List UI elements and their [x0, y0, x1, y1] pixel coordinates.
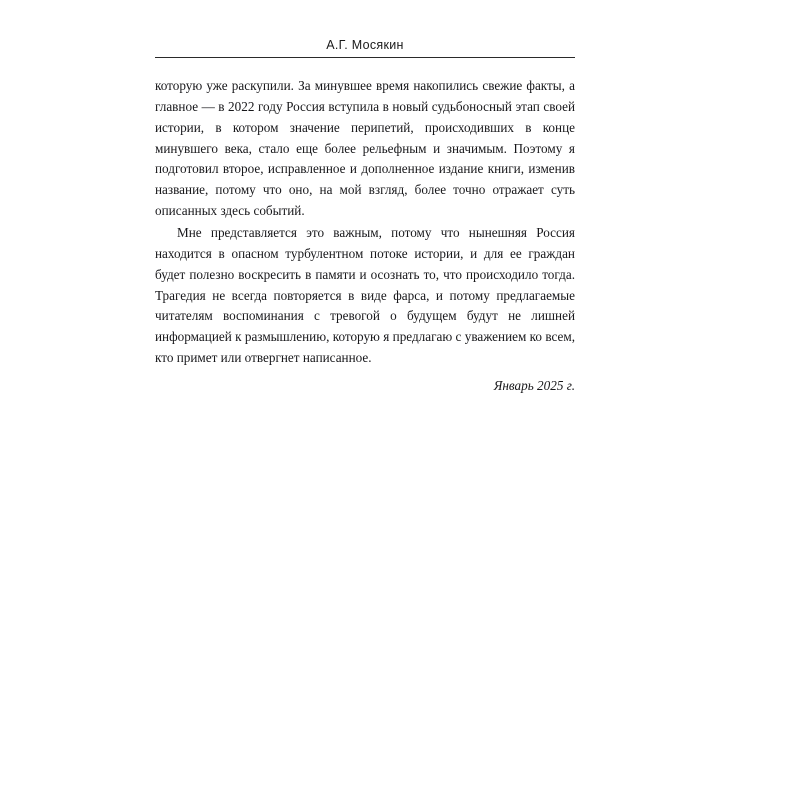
running-head-author: А.Г. Мосякин	[326, 38, 404, 52]
date-signature: Январь 2025 г.	[493, 378, 575, 394]
body-text-block	[155, 76, 575, 369]
paragraph-1: которую уже раскупили. За минувшее время накопились свежие факты, а главное — в 2022 году Россия вступила в новый судьбоносный этап своей истории, в котором значение перипетий, происходивших в конце минувшего века, стало еще более рельефным и значимым. Поэтому я подготовил второе, исправленное и дополненное издание книги, изменив название, потому что оно, на мой взгляд, более точно отражает суть описанных здесь событий.	[155, 78, 575, 219]
page-content-area	[155, 38, 575, 394]
header-divider	[155, 57, 575, 58]
paragraph-2: Мне представляется это важным, потому что нынешняя Россия находится в опасном турбулентном потоке истории, и для ее граждан будет полезно воскресить в памяти и осознать то, что происходило тогда. Трагедия не всегда повторяется в виде фарса, и потому предлагаемые читателям воспоминания с тревогой о будущем будут не лишней информацией к размышлению, которую я предлагаю с уважением ко всем, кто примет или отвергнет написанное.	[155, 225, 575, 366]
